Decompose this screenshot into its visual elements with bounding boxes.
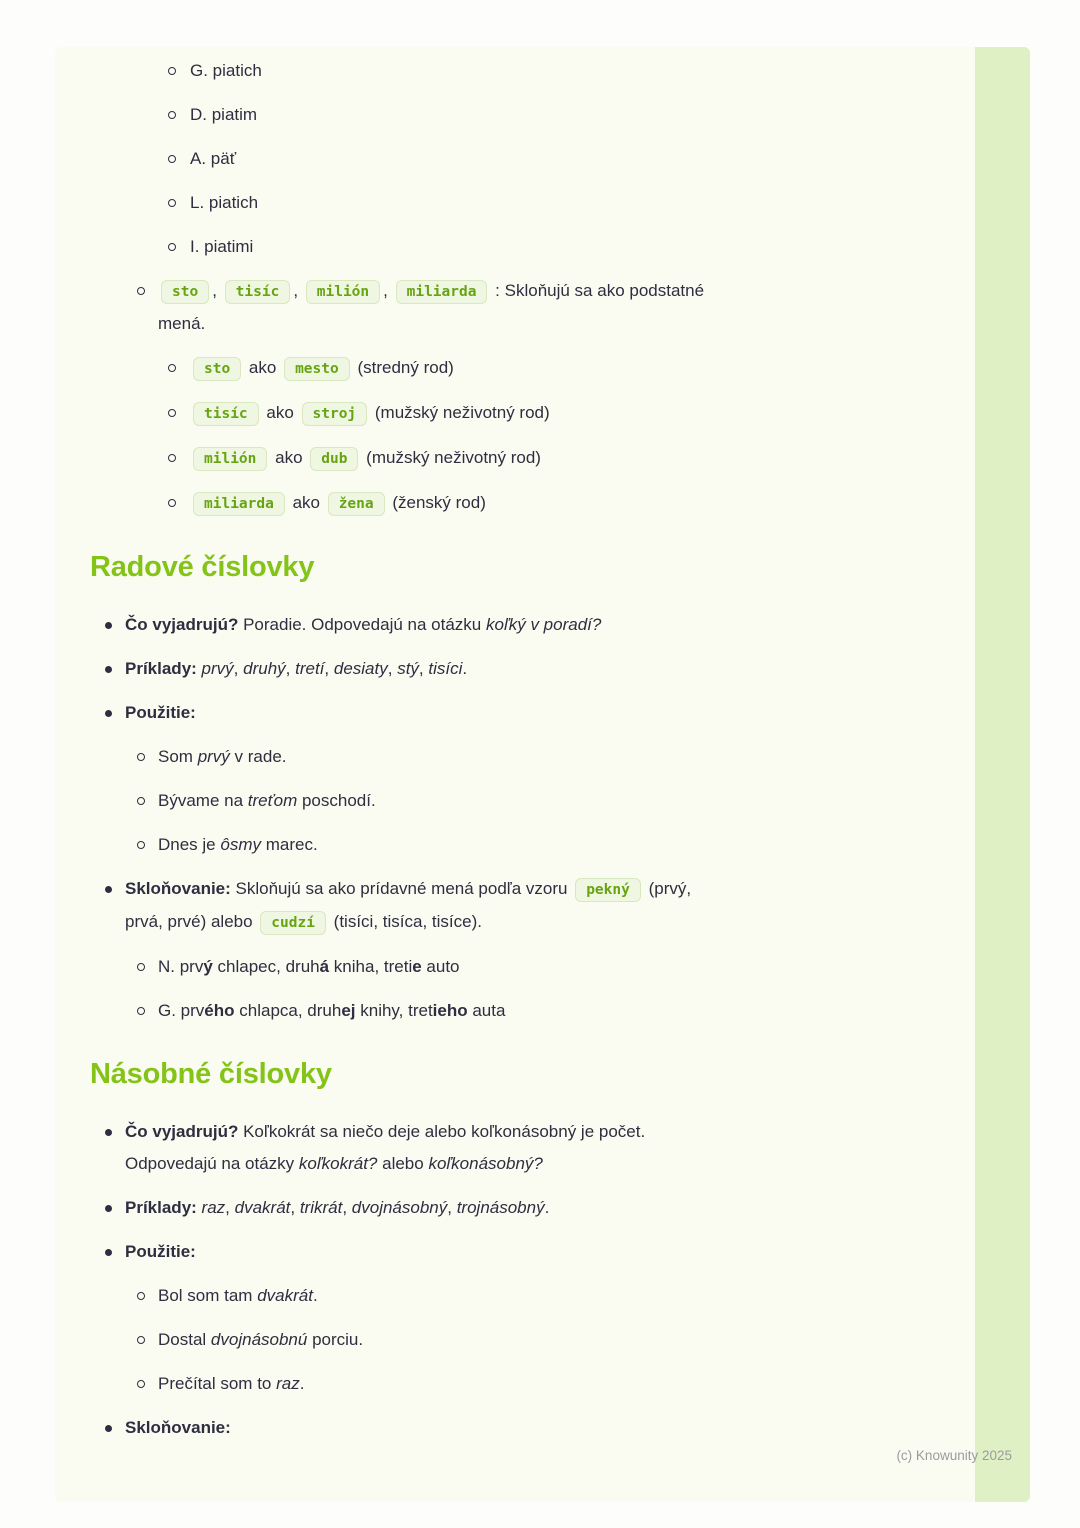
text-segment: alebo (377, 1154, 429, 1173)
list-item-text (158, 747, 287, 766)
code-chip: mesto (284, 357, 350, 381)
code-chip: cudzí (260, 911, 326, 935)
code-chip: sto (193, 357, 241, 381)
text-segment: , (387, 659, 398, 678)
text-segment: Skloňovanie: (125, 879, 231, 898)
nasobne-list (90, 1116, 860, 1268)
text-segment: desiaty (333, 659, 388, 678)
text-segment: ej (341, 1001, 356, 1020)
text-segment: koľkonásobný? (428, 1154, 543, 1173)
list-item (90, 1192, 860, 1224)
code-chip: dub (310, 447, 358, 471)
text-segment: raz (201, 1198, 226, 1217)
list-item (90, 609, 860, 641)
list-item-text (190, 358, 454, 377)
text-segment: ako (261, 403, 299, 422)
list-item (90, 397, 860, 430)
text-segment: Čo vyjadrujú? (125, 1122, 239, 1141)
code-chip: miliarda (193, 492, 285, 516)
radove-sklonovanie-list (90, 873, 860, 939)
text-segment: , (418, 659, 429, 678)
code-chip: stroj (302, 402, 368, 426)
list-item-text (190, 61, 262, 80)
list-item-text (190, 448, 541, 467)
text-segment: tisíci (428, 659, 463, 678)
note-card (55, 47, 1030, 1502)
document-content (55, 47, 1030, 1444)
text-segment: (mužský neživotný rod) (361, 448, 541, 467)
list-item-text (125, 659, 467, 678)
list-item-text (158, 957, 460, 976)
text-segment: Použitie: (125, 1242, 196, 1261)
list-item (90, 231, 860, 263)
list-item-text (158, 281, 704, 333)
text-segment: dvojnásobný (351, 1198, 448, 1217)
text-segment: A. päť (190, 149, 237, 168)
text-segment: ako (270, 448, 308, 467)
list-item-text (158, 1286, 318, 1305)
text-segment: G. prv (158, 1001, 205, 1020)
list-item-text (125, 1242, 196, 1261)
text-segment: , (383, 281, 393, 300)
list-item (90, 1116, 860, 1180)
list-item (90, 1412, 860, 1444)
list-item-text (158, 1374, 304, 1393)
list-item-text (125, 1198, 549, 1217)
text-segment: Koľkokrát sa niečo deje alebo koľkonásobný je počet. (238, 1122, 646, 1141)
radove-sklonovanie-sublist (90, 951, 860, 1027)
text-segment: Skloňujú sa ako prídavné mená podľa vzoru (230, 879, 573, 898)
text-segment: (prvý, (643, 879, 692, 898)
list-item (90, 829, 860, 861)
text-segment: (stredný rod) (352, 358, 454, 377)
list-item (90, 741, 860, 773)
list-item-text (125, 879, 691, 931)
list-item (90, 352, 860, 385)
list-item-text (190, 149, 236, 168)
hundreds-list (90, 275, 860, 340)
text-segment: á (319, 957, 330, 976)
radove-pouzitie-sublist (90, 741, 860, 861)
list-item-text (190, 105, 257, 124)
text-segment: D. piatim (190, 105, 258, 124)
text-segment: Prečítal som to (158, 1374, 277, 1393)
list-item (90, 951, 860, 983)
code-chip: milión (306, 280, 380, 304)
hundreds-sublist (90, 352, 860, 520)
text-segment: Poradie. Odpovedajú na otázku (238, 615, 486, 634)
text-segment: treťom (247, 791, 298, 810)
text-segment: , (293, 281, 303, 300)
text-segment: ako (287, 493, 325, 512)
list-item-text (190, 237, 253, 256)
text-segment: dvakrát (234, 1198, 291, 1217)
text-segment: (ženský rod) (387, 493, 486, 512)
list-item-text (158, 791, 376, 810)
list-item-text (125, 1418, 231, 1437)
list-item (90, 653, 860, 685)
list-item (90, 995, 860, 1027)
list-item (90, 487, 860, 520)
text-segment: kniha, treti (329, 957, 413, 976)
list-item (90, 187, 860, 219)
list-item (90, 1324, 860, 1356)
text-segment: Bývame na (158, 791, 248, 810)
text-segment: porciu. (307, 1330, 364, 1349)
text-segment: N. prv (158, 957, 204, 976)
text-segment: chlapca, druh (234, 1001, 342, 1020)
text-segment: prvý (197, 747, 230, 766)
text-segment: dvakrát (257, 1286, 313, 1305)
text-segment: knihy, tret (355, 1001, 433, 1020)
declension-list (90, 55, 860, 263)
code-chip: milión (193, 447, 267, 471)
text-segment: , (233, 659, 244, 678)
text-segment: Dostal (158, 1330, 211, 1349)
text-segment: . (312, 1286, 318, 1305)
list-item-text (125, 615, 601, 634)
list-item (90, 99, 860, 131)
text-segment: I. piatimi (190, 237, 254, 256)
text-segment: e (412, 957, 422, 976)
code-chip: pekný (575, 878, 641, 902)
text-segment: (tisíci, tisíca, tisíce). (328, 912, 482, 931)
text-segment: auto (421, 957, 460, 976)
text-segment: Bol som tam (158, 1286, 258, 1305)
text-segment: , (290, 1198, 300, 1217)
text-segment: : Skloňujú sa ako podstatné (490, 281, 705, 300)
text-segment: dvojnásobnú (210, 1330, 308, 1349)
nasobne-sklonovanie-list (90, 1412, 860, 1444)
list-item (90, 1368, 860, 1400)
list-item (90, 275, 860, 340)
text-segment: , (324, 659, 334, 678)
text-segment: . (299, 1374, 305, 1393)
text-segment: prvá, prvé) alebo (125, 912, 258, 931)
text-segment: ého (204, 1001, 235, 1020)
text-segment: Čo vyjadrujú? (125, 615, 239, 634)
text-segment: (mužský neživotný rod) (370, 403, 550, 422)
text-segment: Dnes je (158, 835, 221, 854)
text-segment: , (285, 659, 296, 678)
text-segment: stý (397, 659, 419, 678)
list-item (90, 55, 860, 87)
text-segment: trojnásobný (456, 1198, 545, 1217)
list-item-text (158, 1001, 505, 1020)
text-segment: ieho (432, 1001, 468, 1020)
text-segment: ako (244, 358, 282, 377)
list-item-text (158, 835, 318, 854)
nasobne-pouzitie-sublist (90, 1280, 860, 1400)
text-segment: . (544, 1198, 550, 1217)
text-segment: , (225, 1198, 235, 1217)
section-heading-radove-cislovky: Radové číslovky (90, 551, 315, 583)
text-segment: Som (158, 747, 198, 766)
text-segment: Príklady: (125, 659, 197, 678)
text-segment: Odpovedajú na otázky (125, 1154, 299, 1173)
list-item (90, 697, 860, 729)
code-chip: tisíc (193, 402, 259, 426)
list-item-text (125, 1122, 645, 1173)
code-chip: žena (328, 492, 385, 516)
text-segment: druhý (243, 659, 286, 678)
section-heading-nasobne-cislovky: Násobné číslovky (90, 1058, 332, 1090)
text-segment: raz (276, 1374, 300, 1393)
list-item-text (125, 703, 196, 722)
list-item (90, 873, 860, 939)
list-item (90, 1280, 860, 1312)
copyright-footer: (c) Knowunity 2025 (896, 1448, 1012, 1463)
text-segment: . (462, 659, 468, 678)
text-segment: Príklady: (125, 1198, 197, 1217)
text-segment: tretí (295, 659, 325, 678)
text-segment: v rade. (229, 747, 287, 766)
text-segment: , (447, 1198, 457, 1217)
text-segment: marec. (261, 835, 318, 854)
list-item (90, 442, 860, 475)
code-chip: tisíc (225, 280, 291, 304)
text-segment: prvý (201, 659, 234, 678)
list-item (90, 785, 860, 817)
list-item (90, 1236, 860, 1268)
list-item-text (158, 1330, 363, 1349)
list-item-text (190, 403, 550, 422)
text-segment: ý (203, 957, 213, 976)
text-segment: , (212, 281, 222, 300)
text-segment: koľkokrát? (298, 1154, 378, 1173)
radove-list (90, 609, 860, 729)
text-segment: auta (467, 1001, 506, 1020)
code-chip: sto (161, 280, 209, 304)
code-chip: miliarda (396, 280, 488, 304)
list-item-text (190, 493, 486, 512)
text-segment: Použitie: (125, 703, 196, 722)
text-segment: L. piatich (190, 193, 259, 212)
text-segment: ôsmy (220, 835, 261, 854)
list-item-text (190, 193, 258, 212)
text-segment: poschodí. (297, 791, 376, 810)
text-segment: , (342, 1198, 352, 1217)
text-segment: mená. (158, 314, 206, 333)
text-segment: trikrát (299, 1198, 343, 1217)
text-segment: koľký v poradí? (485, 615, 602, 634)
list-item (90, 143, 860, 175)
text-segment: G. piatich (190, 61, 262, 80)
text-segment: Skloňovanie: (125, 1418, 231, 1437)
text-segment: chlapec, druh (212, 957, 320, 976)
